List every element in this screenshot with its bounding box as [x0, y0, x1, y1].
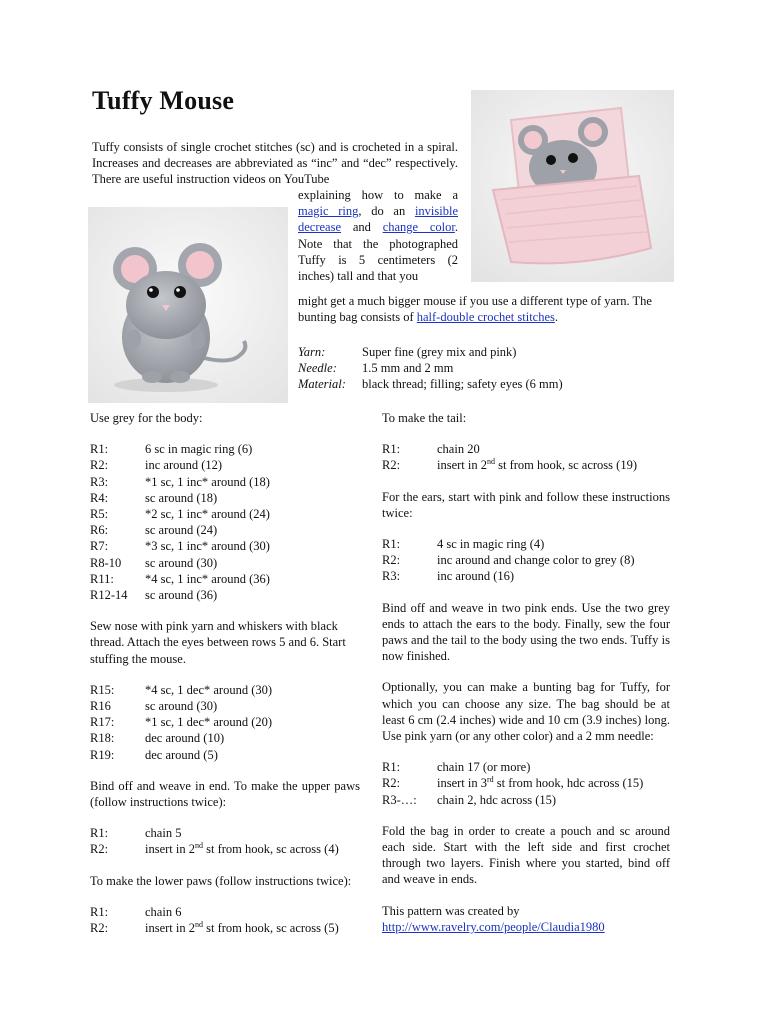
instruction-row [90, 730, 360, 746]
row-label: R1: [382, 760, 401, 775]
row-text: *1 sc, 1 dec* around (20) [145, 715, 273, 730]
instruction-row [382, 457, 670, 473]
body-rows-part1 [90, 441, 360, 603]
materials-list [298, 344, 563, 393]
row-text: 4 sc in magic ring (4) [437, 537, 545, 552]
material-row [298, 344, 563, 360]
credit-text: This pattern was created by [382, 903, 520, 918]
nose-instructions: Sew nose with pink yarn and whiskers with black thread. Attach the eyes between rows 5 and 6. Start stuffing the mouse. [90, 619, 346, 666]
intro-text: explaining how to make a [298, 188, 458, 202]
row-label: R1: [90, 442, 109, 457]
instruction-row [90, 522, 360, 538]
left-column [90, 410, 360, 951]
row-label: R5: [90, 507, 109, 522]
row-label: R18: [90, 731, 115, 746]
intro-text: . Note that the photographed Tuffy is 5 centimeters (2 inches) tall and that you [298, 220, 458, 284]
intro-text: . [554, 310, 559, 325]
row-label: R2: [382, 458, 401, 473]
page-title: Tuffy Mouse [92, 86, 235, 115]
row-label: R3-…: [382, 792, 417, 807]
row-text: sc around (24) [145, 523, 218, 538]
row-label: R2: [382, 553, 401, 568]
ears-rows [382, 536, 670, 585]
row-text [437, 775, 643, 791]
ordinal-suffix: nd [195, 919, 203, 929]
row-text: dec around (10) [145, 731, 225, 746]
intro-text: , do an [358, 204, 406, 219]
lower-paws-rows [90, 904, 360, 936]
row-label: R2: [90, 458, 109, 473]
row-text-end: st from hook, sc across (4) [203, 842, 339, 857]
upper-paws-rows [90, 825, 360, 857]
row-text: inc around (12) [145, 458, 223, 473]
row-text: chain 20 [437, 442, 480, 457]
instruction-row [90, 904, 360, 920]
ears-instructions: For the ears, start with pink and follow these instructions twice: [382, 489, 670, 520]
row-label: R2: [382, 776, 401, 791]
row-text: sc around (30) [145, 699, 218, 714]
instruction-row [90, 698, 360, 714]
row-label: R2: [90, 921, 109, 936]
row-text [145, 841, 339, 857]
row-text: inc around and change color to grey (8) [437, 553, 635, 568]
assembly-instructions: Bind off and weave in two pink ends. Use the two grey ends to attach the ears to the body. Finally, sew the four paws and the tail to the body using the two ends. Tuffy is now finished. [382, 600, 670, 664]
row-label: R1: [90, 904, 109, 919]
change-color-link[interactable]: change color [382, 220, 455, 235]
row-label: R19: [90, 747, 115, 762]
row-text: inc around (16) [437, 569, 515, 584]
row-label: R7: [90, 539, 109, 554]
row-text [437, 457, 637, 473]
material-value: black thread; filling; safety eyes (6 mm) [362, 377, 563, 392]
row-text: chain 2, hdc across (15) [437, 792, 557, 807]
ravelry-link[interactable]: http://www.ravelry.com/people/Claudia1980 [382, 919, 605, 934]
row-text: chain 5 [145, 826, 182, 841]
instruction-row [90, 714, 360, 730]
row-text: *1 sc, 1 inc* around (18) [145, 474, 270, 489]
instruction-row [382, 536, 670, 552]
instruction-row [90, 920, 360, 936]
row-text: *4 sc, 1 inc* around (36) [145, 571, 270, 586]
row-label: R1: [382, 537, 401, 552]
row-label: R4: [90, 490, 109, 505]
row-text: dec around (5) [145, 747, 218, 762]
ordinal-suffix: rd [487, 775, 494, 785]
ordinal-suffix: nd [487, 457, 495, 467]
credit [382, 903, 670, 935]
row-text-start: insert in 2 [145, 842, 195, 857]
instruction-row [90, 506, 360, 522]
instruction-row [90, 587, 360, 603]
intro-text: might get a much bigger mouse if you use a different type of yarn. The bunting bag consists of [298, 294, 652, 325]
instruction-row [90, 490, 360, 506]
instruction-row [90, 682, 360, 698]
intro-paragraph-1: Tuffy consists of single crochet stitches (sc) and is crocheted in a spiral. Increases and decreases are abbreviated as “inc” and “dec” respectively. There are useful instruction videos on YouTube [92, 140, 458, 187]
material-label: Needle: [298, 361, 337, 376]
instruction-row [90, 441, 360, 457]
material-value: Super fine (grey mix and pink) [362, 345, 517, 359]
row-text-end: st from hook, sc across (5) [203, 921, 339, 936]
row-label: R6: [90, 523, 109, 538]
instruction-row [382, 775, 670, 791]
row-label: R16 [90, 699, 111, 714]
row-text-end: st from hook, sc across (19) [495, 458, 637, 473]
row-text: 6 sc in magic ring (6) [145, 442, 253, 457]
body-heading: Use grey for the body: [90, 411, 203, 425]
instruction-row [90, 841, 360, 857]
row-text: chain 6 [145, 904, 182, 919]
body-rows-part2 [90, 682, 360, 763]
lower-paws-instructions: To make the lower paws (follow instructions twice): [90, 873, 352, 888]
intro-paragraph-2 [298, 187, 458, 284]
material-value: 1.5 mm and 2 mm [362, 361, 454, 376]
instruction-row [90, 747, 360, 763]
instruction-row [382, 759, 670, 775]
material-label: Yarn: [298, 345, 326, 359]
row-label: R17: [90, 715, 115, 730]
row-text-start: insert in 2 [437, 458, 487, 473]
instruction-row [90, 457, 360, 473]
row-text [145, 920, 339, 936]
row-label: R8-10 [90, 555, 122, 570]
upper-paws-instructions: Bind off and weave in end. To make the upper paws (follow instructions twice): [90, 778, 360, 810]
instruction-row [90, 474, 360, 490]
instruction-row [382, 441, 670, 457]
row-label: R15: [90, 682, 115, 697]
row-text: sc around (36) [145, 588, 218, 603]
invisible-decrease-link[interactable]: invisible decrease [298, 204, 458, 235]
row-label: R3: [382, 569, 401, 584]
instruction-row [382, 568, 670, 584]
fold-instructions: Fold the bag in order to create a pouch and sc around each side. Start with the left side and first crochet through two layers. Finish where you started, bind off and weave in ends. [382, 823, 670, 887]
row-text: *2 sc, 1 inc* around (24) [145, 507, 270, 522]
right-column [382, 410, 670, 935]
row-label: R2: [90, 842, 109, 857]
row-text: chain 17 (or more) [437, 760, 531, 775]
instruction-row [382, 552, 670, 568]
row-label: R12-14 [90, 588, 128, 603]
bag-rows [382, 759, 670, 808]
instruction-row [382, 792, 670, 808]
row-text: *3 sc, 1 inc* around (30) [145, 539, 270, 554]
material-row [298, 360, 563, 376]
magic-ring-link[interactable]: magic ring [298, 204, 359, 219]
row-text: sc around (18) [145, 490, 218, 505]
tail-heading: To make the tail: [382, 411, 467, 425]
row-label: R1: [382, 442, 401, 457]
row-label: R1: [90, 826, 109, 841]
mouse-photo [88, 207, 288, 403]
instruction-row [90, 825, 360, 841]
intro-paragraph-3 [298, 293, 678, 325]
row-text-end: st from hook, hdc across (15) [493, 776, 644, 791]
instruction-row [90, 538, 360, 554]
material-label: Material: [298, 377, 346, 392]
row-label: R3: [90, 474, 109, 489]
bunting-bag-instructions: Optionally, you can make a bunting bag for Tuffy, for which you can choose any size. The bag should be at least 6 cm (2.4 inches) wide and 10 cm (3.9 inches) long. Use pink yarn (or any other color) and a 2 mm needle: [382, 680, 670, 744]
row-label: R11: [90, 571, 114, 586]
intro-text: and [352, 220, 371, 235]
tail-rows [382, 441, 670, 473]
row-text-start: insert in 2 [145, 921, 195, 936]
row-text: *4 sc, 1 dec* around (30) [145, 682, 273, 697]
instruction-row [90, 571, 360, 587]
instruction-row [90, 555, 360, 571]
half-double-crochet-link[interactable]: half-double crochet stitches [416, 310, 555, 325]
ordinal-suffix: nd [195, 841, 203, 851]
row-text-start: insert in 3 [437, 776, 487, 791]
material-row [298, 376, 563, 392]
mouse-in-bag-photo [471, 90, 674, 282]
row-text: sc around (30) [145, 555, 218, 570]
